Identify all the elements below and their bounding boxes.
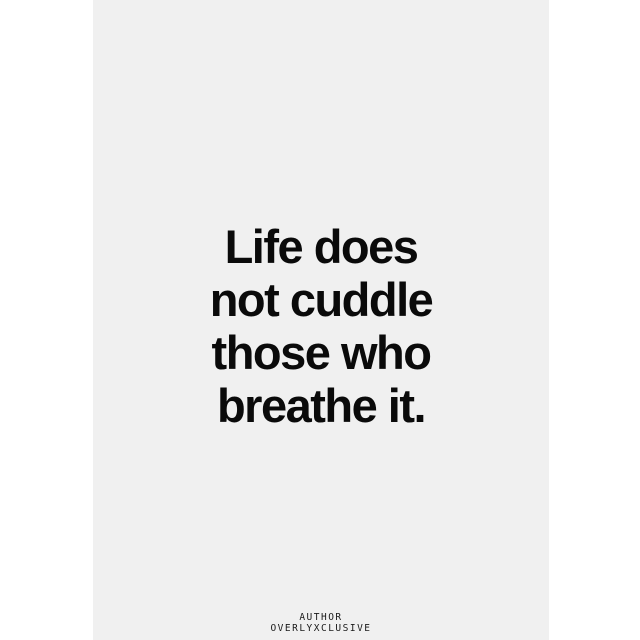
quote-line-2: not cuddle (209, 273, 433, 326)
quote-line-3: those who (211, 326, 431, 379)
quote-line-1: Life does (224, 220, 418, 273)
quote-line-4: breathe it. (216, 379, 426, 432)
author-name: OVERLYXCLUSIVE (270, 623, 372, 634)
quote-card (93, 0, 549, 640)
author-credit (93, 612, 549, 634)
quote-text (93, 220, 549, 432)
author-label: AUTHOR (299, 612, 343, 623)
